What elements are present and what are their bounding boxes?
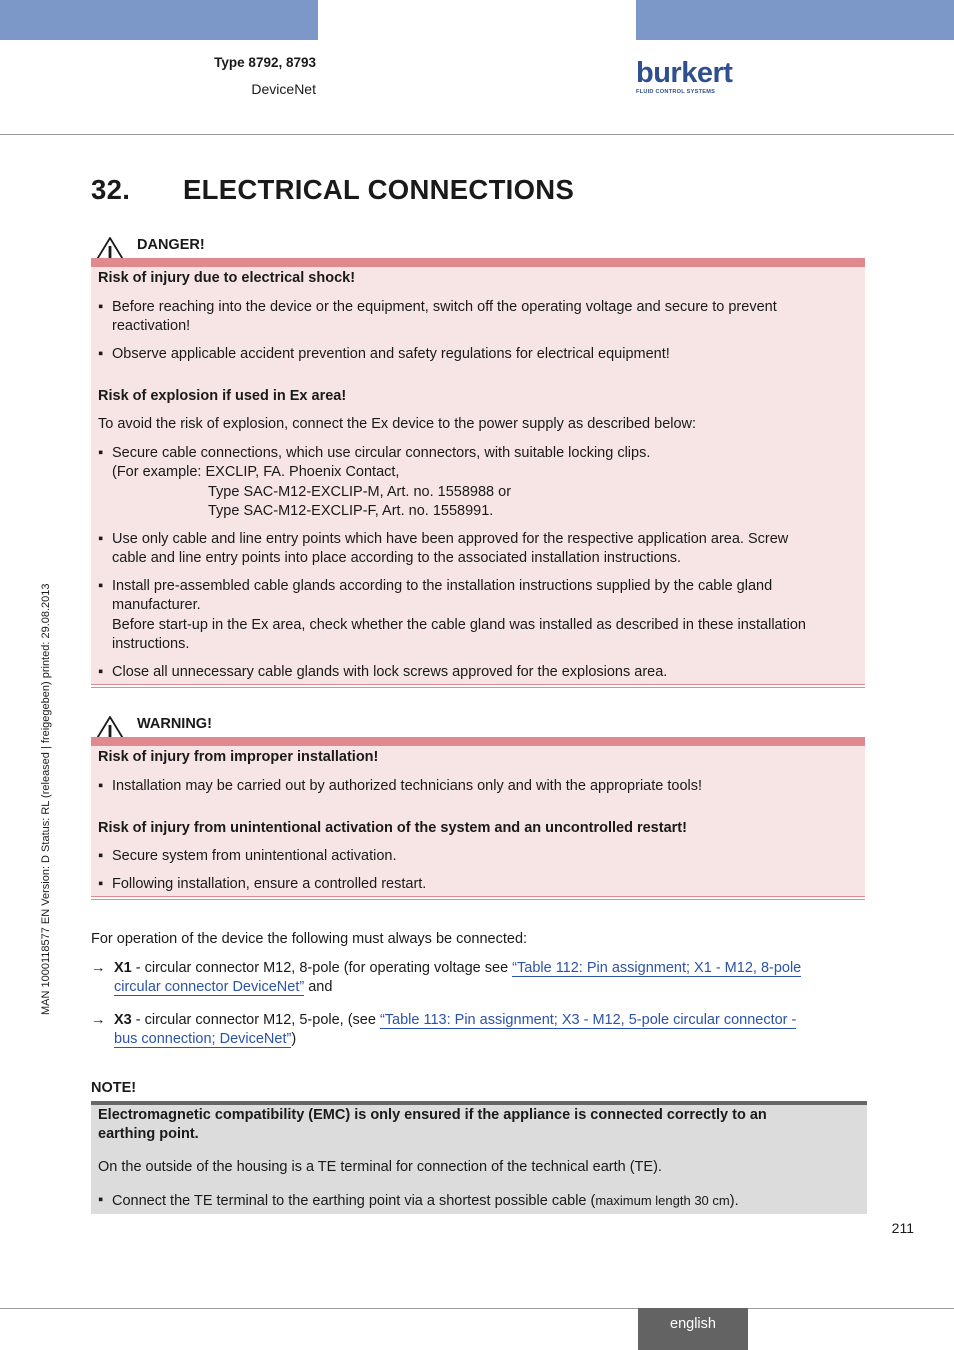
header-divider (0, 134, 954, 135)
warning-bar (91, 737, 865, 746)
table-112-link-cont[interactable]: circular connector DeviceNet” (114, 979, 305, 996)
table-113-link-cont[interactable]: bus connection; DeviceNet” (114, 1031, 292, 1048)
logo-tagline: FLUID CONTROL SYSTEMS (636, 89, 716, 95)
section-title (91, 174, 574, 206)
header-band-right (636, 0, 954, 40)
warning-box-bottom (91, 896, 865, 900)
document-subtitle: DeviceNet (251, 81, 316, 97)
danger-bar (91, 258, 865, 267)
header-band-left (0, 0, 318, 40)
note-text: On the outside of the housing is a TE terminal for connection of the technical earth (TE). (98, 1159, 662, 1175)
danger-label: DANGER! (137, 237, 205, 253)
section-title-text: ELECTRICAL CONNECTIONS (183, 174, 575, 205)
footer-divider (0, 1308, 954, 1309)
danger-box-bottom (91, 684, 865, 688)
section-number: 32. (91, 174, 131, 205)
body-intro: For operation of the device the following must always be connected: (91, 931, 528, 947)
language-tab: english (638, 1308, 748, 1350)
warning-heading-installation: Risk of injury from improper installation! (98, 749, 379, 765)
danger-heading-explosion: Risk of explosion if used in Ex area! (98, 388, 347, 404)
arrow-right-icon: → (91, 1012, 106, 1028)
danger-heading-shock: Risk of injury due to electrical shock! (98, 270, 356, 286)
warning-heading-activation: Risk of injury from unintentional activation of the system and an uncontrolled restart! (98, 820, 687, 836)
burkert-logo (636, 58, 736, 95)
side-text: MAN 1000118577 EN Version: D Status: RL (released | freigegeben) printed: 29.08.2013 (40, 583, 52, 1015)
page-number: 211 (891, 1220, 914, 1236)
document-type: Type 8792, 8793 (214, 55, 316, 70)
warning-label: WARNING! (137, 716, 212, 732)
logo-word: burkert (636, 57, 733, 89)
arrow-right-icon: → (91, 960, 106, 976)
table-112-link[interactable]: “Table 112: Pin assignment; X1 - M12, 8-pole (512, 960, 802, 976)
note-label: NOTE! (91, 1080, 137, 1096)
note-heading: Electromagnetic compatibility (EMC) is only ensured if the appliance is connected correctly to an earthing point. (98, 1107, 767, 1143)
danger-intro: To avoid the risk of explosion, connect the Ex device to the power supply as described below: (98, 416, 697, 432)
table-113-link[interactable]: “Table 113: Pin assignment; X3 - M12, 5-pole circular connector - (379, 1012, 797, 1028)
